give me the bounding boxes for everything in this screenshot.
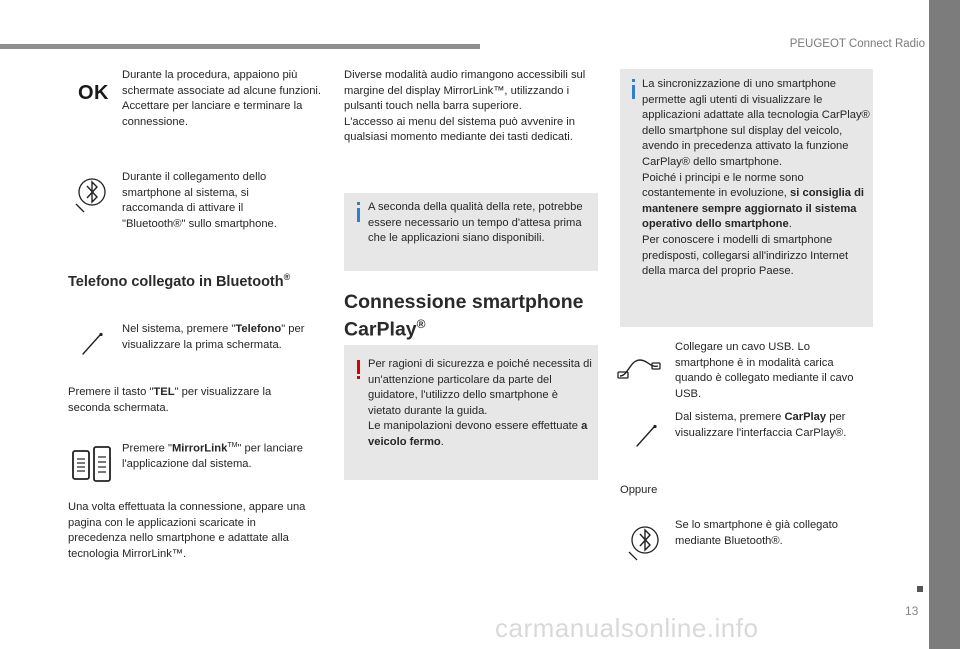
warning-note (344, 345, 598, 480)
phone-text-bold: Telefono (235, 323, 282, 335)
page-number: 13 (905, 604, 919, 618)
carplay-paragraph (675, 410, 870, 441)
carplay-heading-line2: CarPlay (344, 318, 417, 341)
ml-text-tm: TM (227, 442, 238, 449)
tel-text-post: " per visualizzare la seconda schermata. (68, 386, 272, 414)
carplay-heading-line1: Connessione smartphone (344, 291, 584, 313)
phone-text-post: " per visualizzare la prima schermata. (122, 323, 305, 351)
info-network-text: A seconda della qualità della rete, potrebbe essere necessario un tempo d'attesa prima che le applicazioni siano disponibili. (368, 201, 583, 245)
info-carplay-text (642, 77, 870, 280)
oppure-text: Oppure (620, 484, 658, 496)
info-carplay-text-bold: si consiglia di mantenere sempre aggiornato il sistema operativo dello smartphone (642, 187, 865, 231)
info-icon (357, 208, 360, 222)
bluetooth-touch-icon (72, 170, 112, 214)
warning-text-end: . (440, 435, 444, 448)
touch-tap-icon (80, 332, 104, 358)
usb-paragraph: Collegare un cavo USB. Lo smartphone è in modalità carica quando è collegato mediante il cavo USB. (675, 341, 854, 400)
carplay-heading-sup: ® (416, 317, 426, 331)
warning-icon-dot (357, 376, 360, 379)
info-icon-dot (357, 202, 360, 205)
page-header-title: PEUGEOT Connect Radio (789, 38, 925, 50)
final-paragraph: Una volta effettuata la connessione, appare una pagina con le applicazioni scaricate in precedenza nello smartphone e adattate alla tecnologia MirrorLink™. (68, 501, 306, 560)
warning-text (368, 357, 593, 451)
ml-text-bold: MirrorLink (171, 442, 228, 455)
warning-text-main: Per ragioni di sicurezza e poiché necessita di un'attenzione particolare da parte del guidatore, l'utilizzo dello smartphone è vietato durante la guida. Le manipolazioni devono essere effettuate (368, 358, 592, 433)
info-icon-dot (632, 79, 635, 82)
tel-text-bold: TEL (153, 386, 175, 398)
carplay-text-bold: CarPlay (784, 411, 827, 423)
info-note-network (344, 193, 598, 271)
watermark: carmanualsonline.info (495, 613, 759, 643)
info-carplay-text-pre: La sincronizzazione di uno smartphone permette agli utenti di visualizzare le applicazioni adattate alla tecnologia CarPlay® dello smartphone sul display del veicolo, avendo in precedenza attivato la funzione CarPlay® dello smartphone. Poiché i principi e le norme sono costantemente in evoluzione, (642, 78, 870, 200)
info-note-carplay (620, 69, 873, 327)
phone-paragraph (122, 322, 322, 353)
end-of-section-marker (917, 586, 923, 592)
section-title-sup: ® (283, 272, 291, 282)
tel-text-pre: Premere il tasto " (68, 386, 154, 398)
top-rule (0, 44, 480, 49)
usb-cable-icon (616, 352, 662, 382)
mirrorlink-icon (72, 445, 112, 483)
ok-paragraph: Durante la procedura, appaiono più schermate associate ad alcune funzioni. Accettare per lanciare e terminare la connessione. (122, 69, 322, 128)
carplay-heading (344, 291, 583, 341)
touch-tap-icon (634, 424, 658, 450)
ok-icon: OK (78, 82, 109, 104)
warning-text-bold: a veicolo fermo (368, 420, 588, 448)
mirrorlink-paragraph (122, 438, 322, 473)
right-sidebar (929, 0, 960, 649)
ml-text-pre: Premere " (122, 442, 172, 455)
info-icon (632, 85, 635, 99)
tel-paragraph (68, 385, 308, 416)
audio-paragraph: Diverse modalità audio rimangono accessibili sul margine del display MirrorLink™, utilizzando i pulsanti touch nella barra superiore. L'accesso ai menu del sistema può avvenire in qualsiasi momento mediante dei tasti dedicati. (344, 69, 586, 144)
ml-text-post: " per lanciare l'applicazione dal sistema. (122, 442, 303, 471)
warning-icon (357, 360, 360, 374)
carplay-text-pre: Dal sistema, premere (675, 411, 785, 423)
bluetooth-paragraph: Durante il collegamento dello smartphone al sistema, si raccomanda di attivare il "Bluetooth®" sullo smartphone. (122, 171, 277, 230)
bluetooth-touch-icon (625, 518, 665, 562)
bluetooth-connected-paragraph: Se lo smartphone è già collegato mediante Bluetooth®. (675, 519, 838, 547)
section-title-text: Telefono collegato in Bluetooth (68, 273, 284, 290)
info-carplay-text-post: . Per conoscere i modelli di smartphone predisposti, collegarsi all'indirizzo Internet della marca del proprio Paese. (642, 218, 849, 278)
section-title-bluetooth (68, 272, 290, 290)
carplay-text-post: per visualizzare l'interfaccia CarPlay®. (675, 411, 847, 439)
phone-text-pre: Nel sistema, premere " (122, 323, 236, 335)
